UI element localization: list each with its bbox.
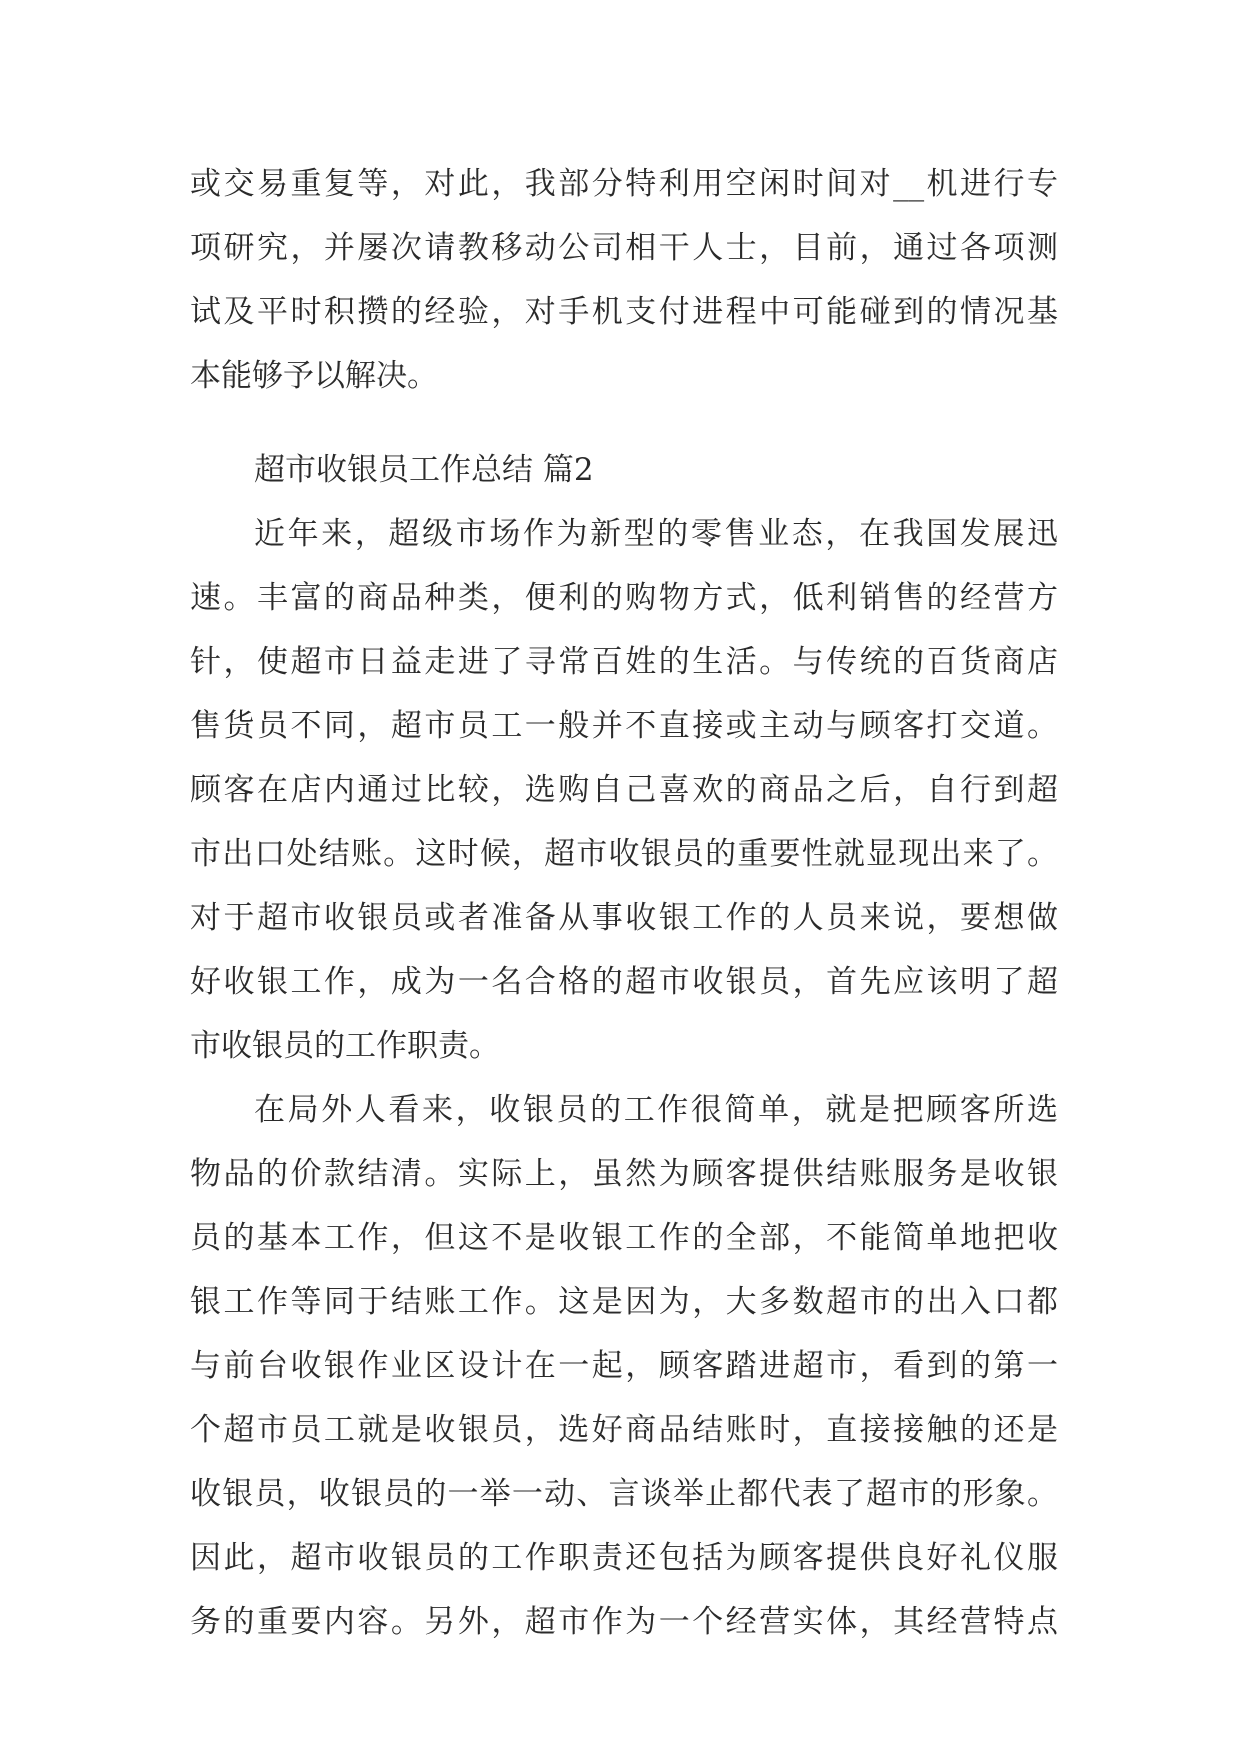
paragraph-line: 物品的价款结清。实际上，虽然为顾客提供结账服务是收银 — [190, 1156, 1058, 1192]
paragraph-line: 试及平时积攒的经验，对手机支付进程中可能碰到的情况基 — [190, 294, 1058, 330]
paragraph-line: 银工作等同于结账工作。这是因为，大多数超市的出入口都 — [190, 1284, 1058, 1320]
paragraph-line: 近年来，超级市场作为新型的零售业态，在我国发展迅 — [254, 516, 1058, 552]
paragraph-line: 或交易重复等，对此，我部分特利用空闲时间对__机进行专 — [190, 166, 1058, 202]
paragraph-1 — [190, 502, 1058, 1078]
section-heading-block — [190, 438, 1058, 502]
paragraph-line: 市收银员的工作职责。 — [190, 1028, 500, 1064]
intro-paragraph — [190, 152, 1058, 408]
paragraph-line: 在局外人看来，收银员的工作很简单，就是把顾客所选 — [254, 1092, 1058, 1128]
paragraph-line: 项研究，并屡次请教移动公司相干人士，目前，通过各项测 — [190, 230, 1058, 266]
section-heading: 超市收银员工作总结 篇2 — [254, 452, 594, 488]
paragraph-line: 售货员不同，超市员工一般并不直接或主动与顾客打交道。 — [190, 708, 1058, 744]
paragraph-line: 顾客在店内通过比较，选购自己喜欢的商品之后，自行到超 — [190, 772, 1058, 808]
paragraph-line: 好收银工作，成为一名合格的超市收银员，首先应该明了超 — [190, 964, 1058, 1000]
paragraph-line: 收银员，收银员的一举一动、言谈举止都代表了超市的形象。 — [190, 1476, 1058, 1512]
paragraph-line: 针，使超市日益走进了寻常百姓的生活。与传统的百货商店 — [190, 644, 1058, 680]
paragraph-line: 市出口处结账。这时候，超市收银员的重要性就显现出来了。 — [190, 836, 1058, 872]
paragraph-line: 因此，超市收银员的工作职责还包括为顾客提供良好礼仪服 — [190, 1540, 1058, 1576]
paragraph-2 — [190, 1078, 1058, 1654]
paragraph-line: 个超市员工就是收银员，选好商品结账时，直接接触的还是 — [190, 1412, 1058, 1448]
paragraph-line: 员的基本工作，但这不是收银工作的全部，不能简单地把收 — [190, 1220, 1058, 1256]
paragraph-line: 务的重要内容。另外，超市作为一个经营实体，其经营特点 — [190, 1604, 1058, 1640]
paragraph-line: 速。丰富的商品种类，便利的购物方式，低利销售的经营方 — [190, 580, 1058, 616]
paragraph-line: 对于超市收银员或者准备从事收银工作的人员来说，要想做 — [190, 900, 1058, 936]
paragraph-line: 本能够予以解决。 — [190, 358, 438, 394]
paragraph-line: 与前台收银作业区设计在一起，顾客踏进超市，看到的第一 — [190, 1348, 1058, 1384]
